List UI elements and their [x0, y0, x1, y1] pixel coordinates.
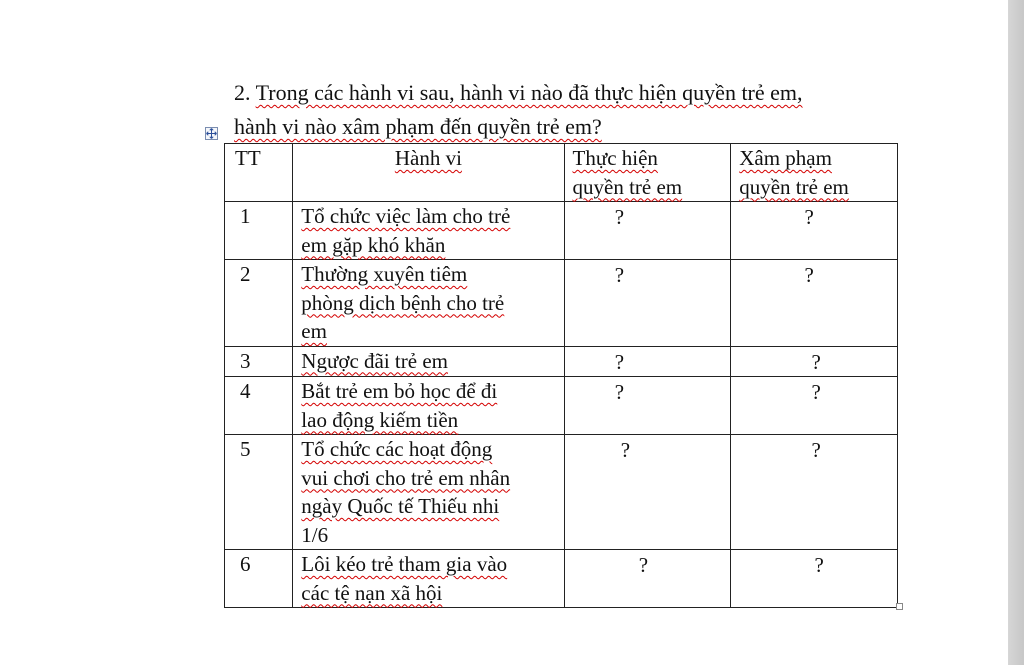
fulfill-mark: ? — [614, 380, 625, 404]
behavior-line: Ngược đãi trẻ em — [301, 348, 448, 373]
violate-cell[interactable] — [731, 346, 898, 377]
header-violate-line-1: Xâm phạm — [739, 146, 832, 170]
row-number: 4 — [225, 377, 293, 435]
behavior-cell — [293, 346, 564, 377]
question-line-1: Trong các hành vi sau, hành vi nào đã thực hiện quyền trẻ em, — [255, 80, 803, 105]
behavior-line: Lôi kéo trẻ tham gia vào — [301, 552, 508, 576]
behavior-cell — [293, 435, 564, 550]
violate-mark: ? — [814, 553, 824, 577]
header-violate-line-2: quyền trẻ em — [739, 174, 849, 199]
fulfill-mark: ? — [614, 349, 625, 374]
header-behavior — [293, 144, 564, 202]
fulfill-cell[interactable] — [564, 435, 731, 550]
header-tt: TT — [225, 144, 293, 202]
behaviors-table — [224, 143, 898, 608]
behavior-cell — [293, 202, 564, 260]
table-move-handle-icon[interactable] — [205, 127, 218, 140]
fulfill-cell[interactable] — [564, 202, 731, 260]
table-row — [225, 260, 898, 347]
behavior-line: em gặp khó khăn — [301, 232, 446, 257]
violate-mark: ? — [811, 380, 821, 404]
behavior-line: Tổ chức việc làm cho trẻ — [301, 204, 511, 228]
violate-cell[interactable] — [731, 260, 898, 347]
violate-cell[interactable] — [731, 435, 898, 550]
row-number: 1 — [225, 202, 293, 260]
violate-mark: ? — [804, 263, 814, 287]
header-violate — [731, 144, 898, 202]
violate-cell[interactable] — [731, 202, 898, 260]
question-number: 2. — [234, 80, 251, 105]
fulfill-mark: ? — [614, 263, 625, 287]
header-behavior-label: Hành vi — [394, 146, 462, 170]
fulfill-cell[interactable] — [564, 260, 731, 347]
violate-mark: ? — [811, 438, 821, 462]
violate-mark: ? — [804, 205, 814, 229]
window-right-edge — [1008, 0, 1024, 665]
row-number: 3 — [225, 346, 293, 377]
header-fulfill-line-2: quyền trẻ em — [572, 174, 683, 199]
row-number: 6 — [225, 550, 293, 608]
behavior-line: Tổ chức các hoạt động — [301, 437, 493, 461]
violate-cell[interactable] — [731, 377, 898, 435]
behavior-cell — [293, 377, 564, 435]
question-line-2: hành vi nào xâm phạm đến quyền trẻ em? — [234, 114, 602, 139]
behavior-line: Bắt trẻ em bỏ học để đi — [301, 379, 498, 403]
behavior-line: các tệ nạn xã hội — [301, 580, 443, 605]
row-number: 5 — [225, 435, 293, 550]
table-row — [225, 202, 898, 260]
fulfill-mark: ? — [638, 553, 649, 577]
fulfill-cell[interactable] — [564, 346, 731, 377]
table-header-row — [225, 144, 898, 202]
violate-mark: ? — [811, 349, 821, 374]
question-text — [234, 76, 924, 144]
table-row — [225, 346, 898, 377]
fulfill-mark: ? — [620, 438, 631, 462]
row-number: 2 — [225, 260, 293, 347]
violate-cell[interactable] — [731, 550, 898, 608]
header-fulfill-line-1: Thực hiện — [572, 146, 658, 170]
behavior-cell — [293, 260, 564, 347]
table-row — [225, 550, 898, 608]
fulfill-cell[interactable] — [564, 550, 731, 608]
behavior-line: vui chơi cho trẻ em nhân — [301, 465, 511, 490]
table-row — [225, 435, 898, 550]
fulfill-cell[interactable] — [564, 377, 731, 435]
behavior-line: 1/6 — [301, 522, 329, 547]
header-fulfill — [564, 144, 731, 202]
behavior-line: ngày Quốc tế Thiếu nhi — [301, 494, 500, 518]
table-resize-handle[interactable] — [896, 603, 903, 610]
behavior-line: phòng dịch bệnh cho trẻ — [301, 290, 505, 315]
behavior-line: Thường xuyên tiêm — [301, 262, 468, 286]
table-row — [225, 377, 898, 435]
fulfill-mark: ? — [614, 205, 625, 229]
behavior-line: lao động kiếm tiền — [301, 407, 459, 432]
behavior-cell — [293, 550, 564, 608]
behavior-line: em — [301, 319, 327, 343]
